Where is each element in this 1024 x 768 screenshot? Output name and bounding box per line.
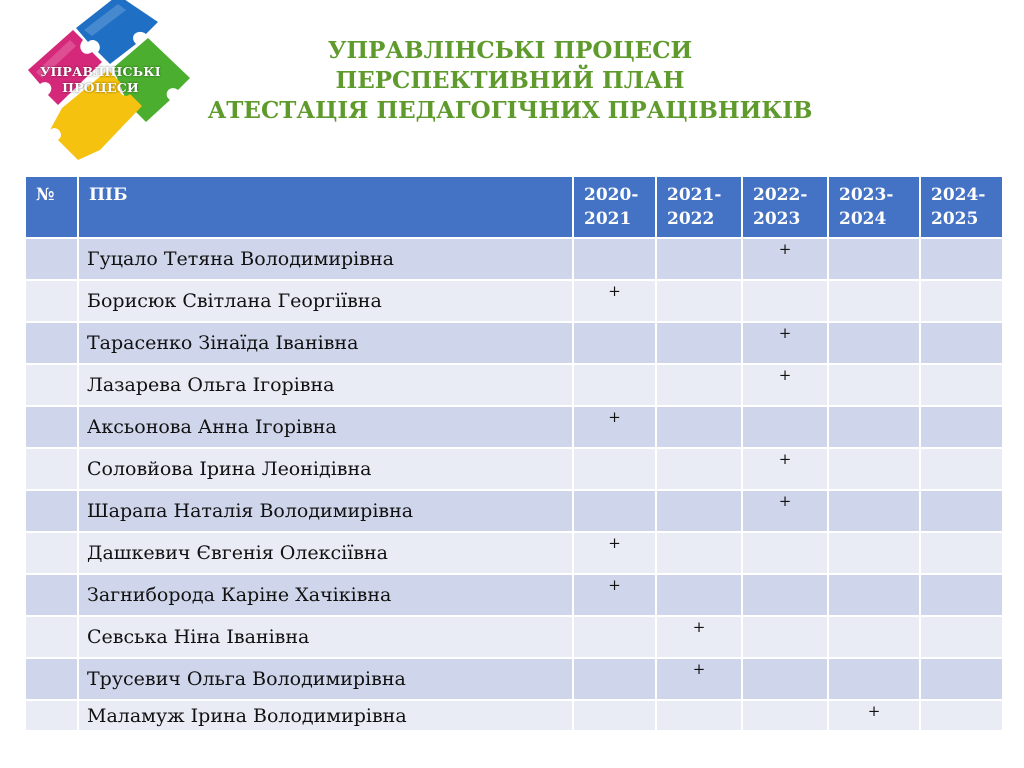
cell-mark (828, 238, 920, 280)
cell-mark (920, 532, 1003, 574)
header-year-2020-2021: 2020- 2021 (573, 176, 656, 238)
cell-mark (828, 322, 920, 364)
cell-mark (920, 574, 1003, 616)
cell-number (25, 490, 78, 532)
table-row (25, 238, 1003, 280)
table-header-row (25, 176, 1003, 238)
cell-name: Севська Ніна Іванівна (78, 616, 573, 658)
cell-name: Загниборода Каріне Хачіківна (78, 574, 573, 616)
cell-mark: + (573, 574, 656, 616)
cell-mark (920, 448, 1003, 490)
cell-name: Аксьонова Анна Ігорівна (78, 406, 573, 448)
cell-mark (828, 574, 920, 616)
cell-number (25, 280, 78, 322)
cell-mark: + (573, 280, 656, 322)
cell-mark: + (742, 364, 828, 406)
logo (18, 0, 193, 165)
cell-mark: + (573, 532, 656, 574)
cell-mark (656, 322, 742, 364)
cell-number (25, 322, 78, 364)
cell-number (25, 448, 78, 490)
cell-mark (742, 532, 828, 574)
cell-mark (828, 616, 920, 658)
table-row (25, 658, 1003, 700)
cell-mark (742, 700, 828, 731)
cell-mark (920, 238, 1003, 280)
header-year-2023-2024: 2023- 2024 (828, 176, 920, 238)
cell-number (25, 700, 78, 731)
table-row (25, 574, 1003, 616)
cell-mark: + (742, 490, 828, 532)
cell-mark (656, 364, 742, 406)
cell-name: Дашкевич Євгенія Олексіївна (78, 532, 573, 574)
cell-number (25, 238, 78, 280)
cell-mark (656, 280, 742, 322)
cell-mark (920, 700, 1003, 731)
cell-mark (573, 322, 656, 364)
cell-mark (920, 280, 1003, 322)
cell-mark (828, 280, 920, 322)
table-row (25, 322, 1003, 364)
table-row (25, 490, 1003, 532)
cell-mark (828, 406, 920, 448)
header-name: ПІБ (78, 176, 573, 238)
cell-mark: + (828, 700, 920, 731)
cell-number (25, 532, 78, 574)
cell-mark (828, 532, 920, 574)
cell-mark (920, 406, 1003, 448)
cell-mark: + (573, 406, 656, 448)
cell-name: Тарасенко Зінаїда Іванівна (78, 322, 573, 364)
table-row (25, 406, 1003, 448)
cell-name: Лазарева Ольга Ігорівна (78, 364, 573, 406)
cell-number (25, 616, 78, 658)
cell-number (25, 658, 78, 700)
title-line-3: АТЕСТАЦІЯ ПЕДАГОГІЧНИХ ПРАЦІВНИКІВ (207, 97, 813, 124)
cell-mark (573, 616, 656, 658)
cell-mark (828, 364, 920, 406)
cell-number (25, 364, 78, 406)
cell-mark: + (742, 238, 828, 280)
table-row (25, 700, 1003, 731)
cell-name: Трусевич Ольга Володимирівна (78, 658, 573, 700)
table-row (25, 364, 1003, 406)
cell-mark (656, 448, 742, 490)
cell-mark (656, 406, 742, 448)
cell-mark (573, 238, 656, 280)
cell-mark (656, 490, 742, 532)
header-number: № (25, 176, 78, 238)
cell-mark (656, 532, 742, 574)
header-year-2024-2025: 2024- 2025 (920, 176, 1003, 238)
table-row (25, 532, 1003, 574)
attestation-plan-table (24, 175, 1004, 732)
cell-mark (573, 658, 656, 700)
cell-name: Шарапа Наталія Володимирівна (78, 490, 573, 532)
cell-mark (573, 364, 656, 406)
cell-mark (742, 574, 828, 616)
cell-name: Борисюк Світлана Георгіївна (78, 280, 573, 322)
cell-mark (920, 616, 1003, 658)
title-line-1: УПРАВЛІНСЬКІ ПРОЦЕСИ (327, 37, 693, 64)
cell-mark (742, 406, 828, 448)
cell-mark (742, 658, 828, 700)
cell-mark (573, 700, 656, 731)
cell-mark (656, 574, 742, 616)
cell-mark (573, 490, 656, 532)
logo-text-line2: ПРОЦЕСИ (62, 80, 139, 95)
cell-mark: + (656, 616, 742, 658)
cell-mark: + (742, 322, 828, 364)
table-row (25, 280, 1003, 322)
title-line-2: ПЕРСПЕКТИВНИЙ ПЛАН (335, 67, 685, 94)
header-year-2021-2022: 2021- 2022 (656, 176, 742, 238)
cell-mark (742, 280, 828, 322)
cell-mark (742, 616, 828, 658)
table-row (25, 616, 1003, 658)
cell-mark: + (742, 448, 828, 490)
cell-name: Соловйова Ірина Леонідівна (78, 448, 573, 490)
cell-mark (920, 364, 1003, 406)
cell-name: Маламуж Ірина Володимирівна (78, 700, 573, 731)
page-title-block (180, 36, 840, 126)
logo-text-line1: УПРАВЛІНСЬКІ (40, 64, 161, 79)
cell-mark: + (656, 658, 742, 700)
cell-number (25, 406, 78, 448)
cell-number (25, 574, 78, 616)
cell-mark (573, 448, 656, 490)
header-year-2022-2023: 2022- 2023 (742, 176, 828, 238)
cell-mark (828, 490, 920, 532)
cell-name: Гуцало Тетяна Володимирівна (78, 238, 573, 280)
cell-mark (656, 238, 742, 280)
cell-mark (828, 658, 920, 700)
cell-mark (656, 700, 742, 731)
table-row (25, 448, 1003, 490)
cell-mark (828, 448, 920, 490)
cell-mark (920, 490, 1003, 532)
cell-mark (920, 322, 1003, 364)
cell-mark (920, 658, 1003, 700)
